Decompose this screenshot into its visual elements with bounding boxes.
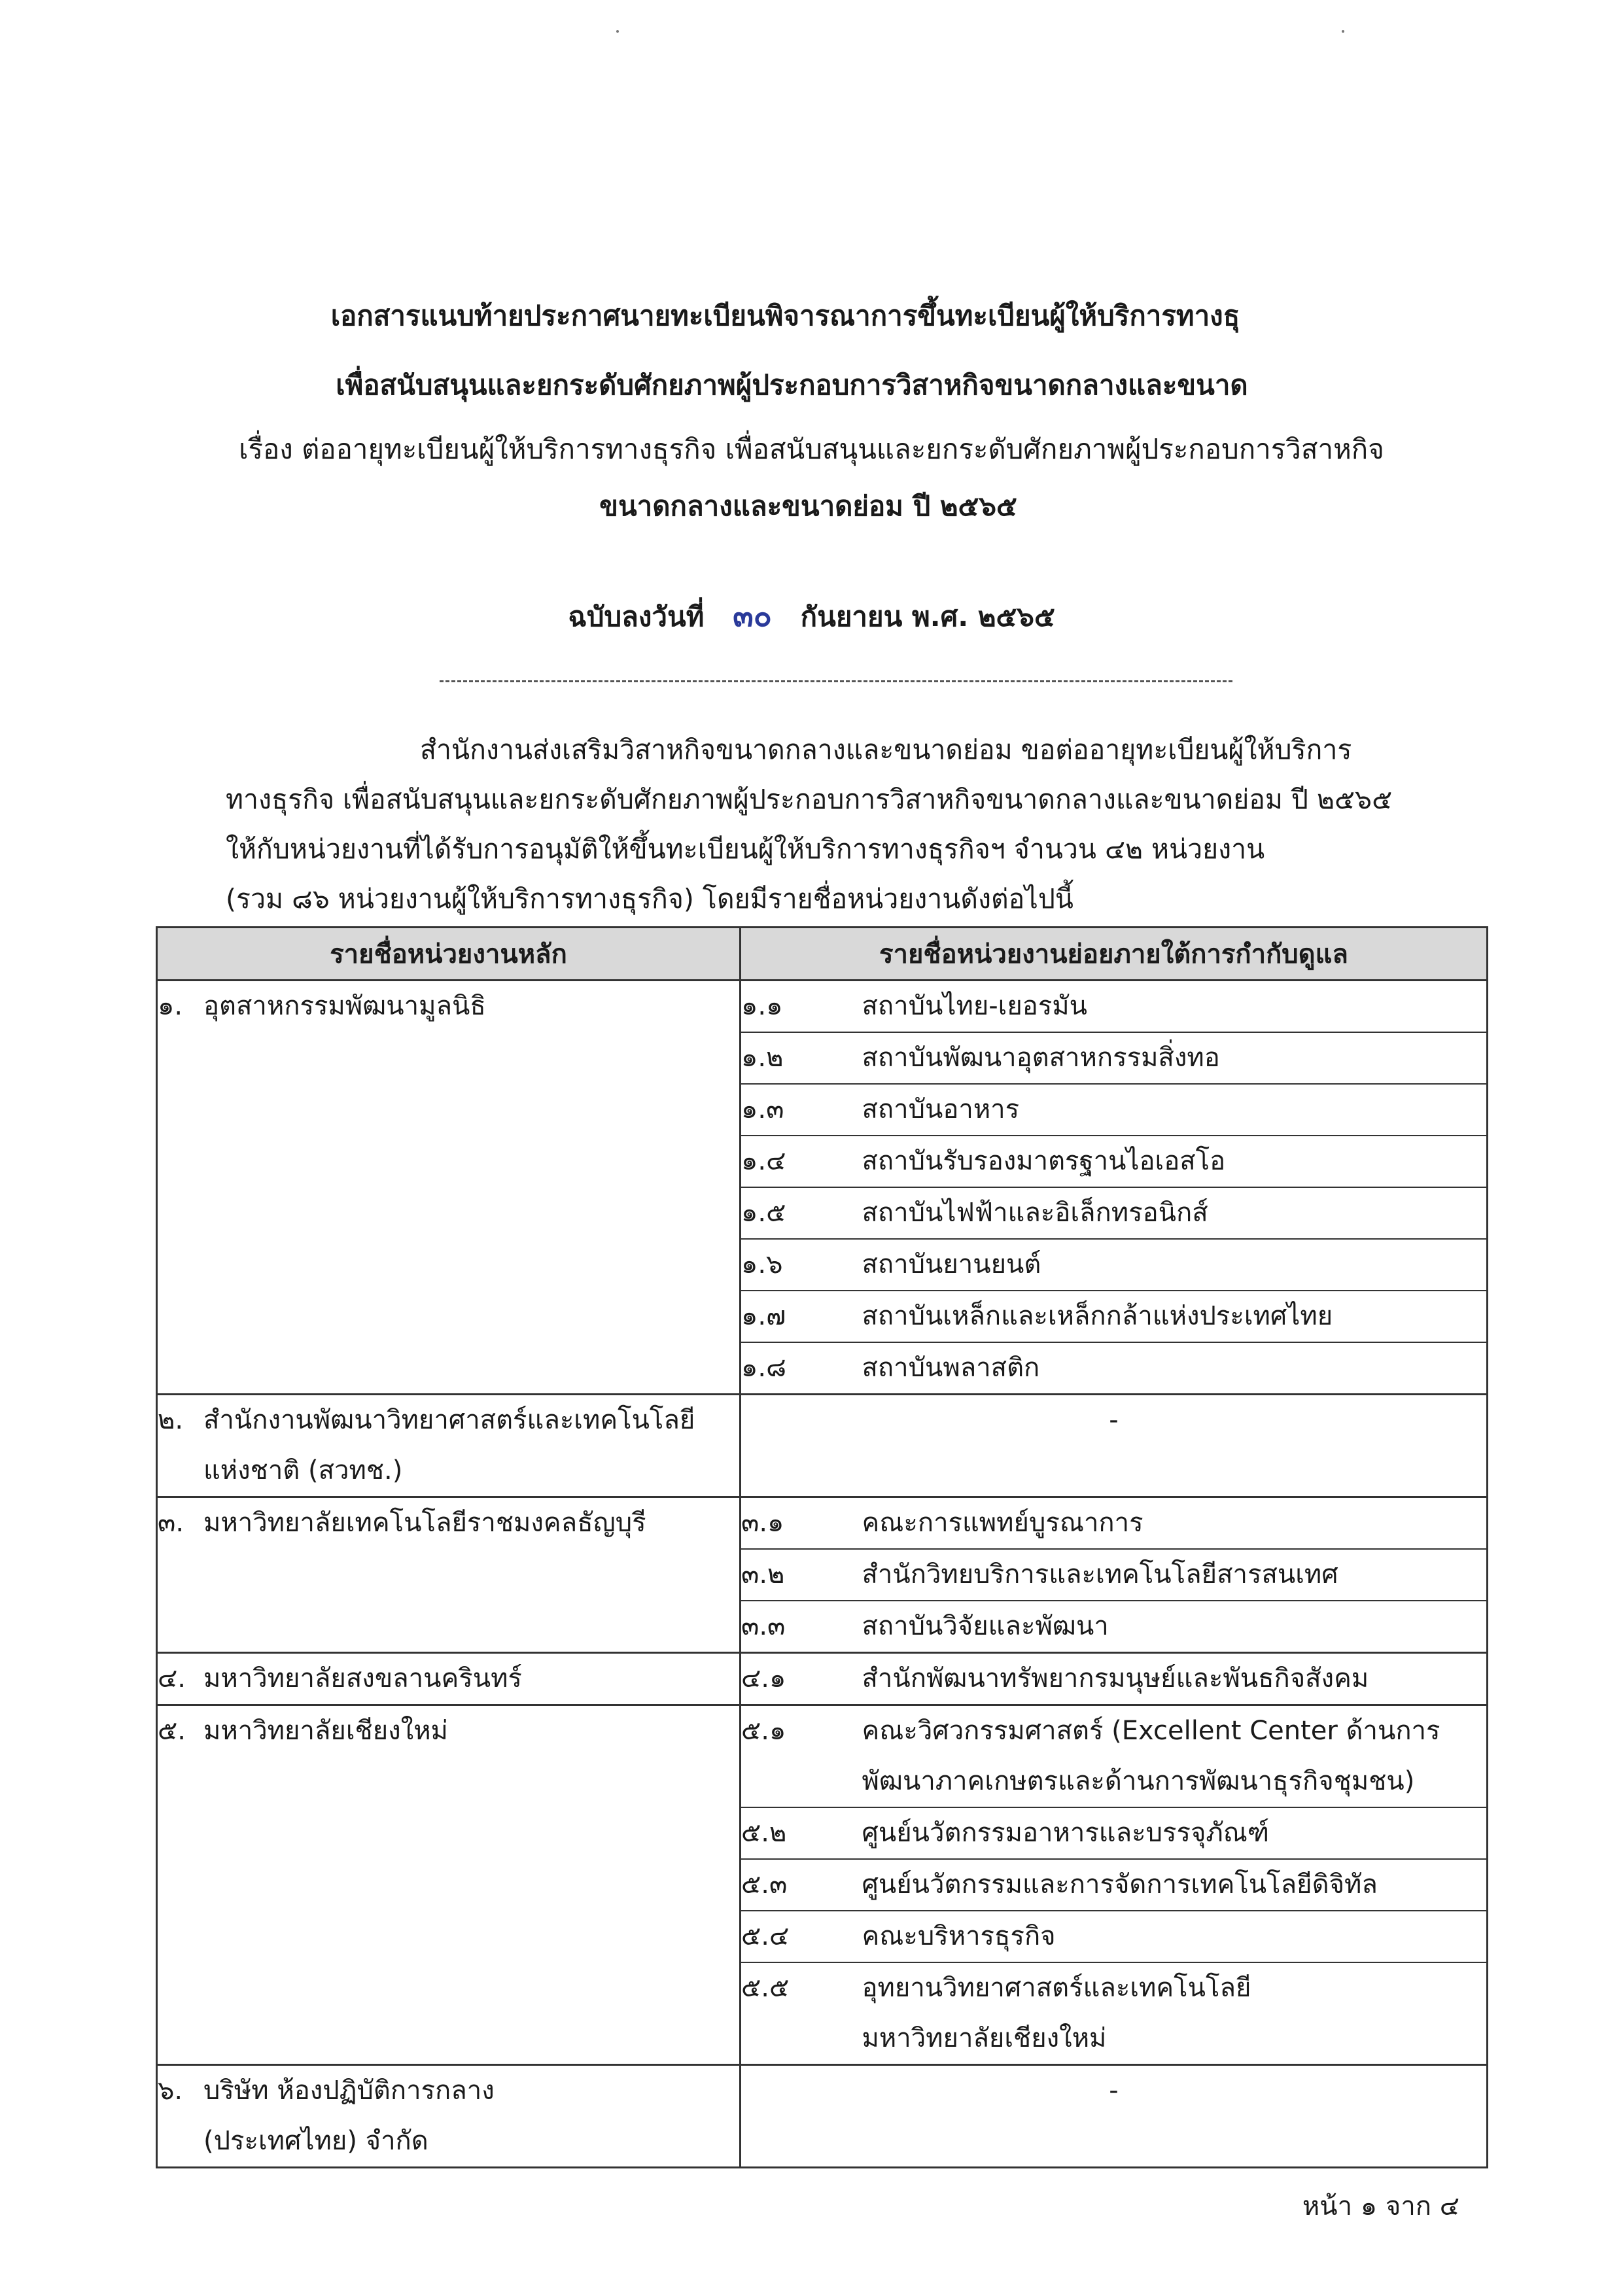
sub-unit-code: ๕.๔ xyxy=(741,1911,862,1962)
intro-line-2: ทางธุรกิจ เพื่อสนับสนุนและยกระดับศักยภาพผู้ประกอบการวิสาหกิจขนาดกลางและขนาดย่อม ปี ๒๕๖๕ xyxy=(226,784,1393,815)
table-row xyxy=(157,1497,1488,1550)
sub-unit-code: ๕.๕ xyxy=(741,1962,862,2065)
units-table-body xyxy=(157,981,1488,2168)
main-unit-line xyxy=(158,1706,739,1756)
sub-unit-code: ๑.๕ xyxy=(741,1187,862,1239)
main-unit-line xyxy=(158,1395,739,1446)
date-prefix: ฉบับลงวันที่ xyxy=(568,600,705,633)
sub-unit-code: ๓.๑ xyxy=(741,1497,862,1550)
sub-unit-name: สถาบันอาหาร xyxy=(862,1094,1020,1124)
sub-unit-name: สถาบันรับรองมาตรฐานไอเอสโอ xyxy=(862,1146,1226,1176)
sub-unit-name-cell xyxy=(862,1342,1488,1395)
sub-unit-name-cell xyxy=(862,1084,1488,1136)
sub-unit-code: ๑.๒ xyxy=(741,1032,862,1084)
column-header-sub: รายชื่อหน่วยงานย่อยภายใต้การกำกับดูแล xyxy=(741,928,1488,981)
main-unit-number: ๔. xyxy=(158,1663,186,1694)
scan-speck xyxy=(616,30,619,33)
table-header-row xyxy=(157,928,1488,981)
sub-unit-name-cell xyxy=(862,1859,1488,1911)
main-unit-number: ๑. xyxy=(158,991,183,1021)
sub-unit-name: สถาบันเหล็กและเหล็กกล้าแห่งประเทศไทย xyxy=(862,1301,1333,1331)
table-row xyxy=(157,1705,1488,1808)
sub-unit-name: อุทยานวิทยาศาสตร์และเทคโนโลยี xyxy=(862,1973,1251,2003)
no-sub-units: - xyxy=(741,1395,1488,1497)
table-row xyxy=(157,1653,1488,1705)
sub-unit-code: ๑.๖ xyxy=(741,1239,862,1291)
main-unit-name: แห่งชาติ (สวทช.) xyxy=(203,1455,403,1486)
main-unit-cell xyxy=(157,981,741,1395)
separator-dashed-line xyxy=(440,680,1232,682)
table-row xyxy=(157,2065,1488,2168)
sub-unit-name: คณะวิศวกรรมศาสตร์ (Excellent Center ด้านการ xyxy=(862,1716,1440,1746)
sub-unit-name: มหาวิทยาลัยเชียงใหม่ xyxy=(862,2023,1107,2053)
main-unit-number: ๒. xyxy=(158,1405,184,1435)
sub-unit-name-cell xyxy=(862,1136,1488,1187)
sub-unit-name: สถาบันพัฒนาอุตสาหกรรมสิ่งทอ xyxy=(862,1043,1220,1073)
sub-unit-code: ๑.๓ xyxy=(741,1084,862,1136)
sub-unit-name-cell xyxy=(862,1291,1488,1342)
main-unit-number: ๕. xyxy=(158,1716,186,1746)
sub-unit-name-cell xyxy=(862,1705,1488,1808)
sub-unit-name: สถาบันไทย-เยอรมัน xyxy=(862,991,1088,1021)
date-day-handwritten: ๓๐ xyxy=(733,598,772,633)
sub-unit-name-cell xyxy=(862,1187,1488,1239)
sub-unit-name-cell xyxy=(862,1497,1488,1550)
sub-unit-code: ๕.๒ xyxy=(741,1807,862,1859)
sub-unit-name: ศูนย์นวัตกรรมและการจัดการเทคโนโลยีดิจิทัล xyxy=(862,1870,1378,1900)
header-subject-line-2: ขนาดกลางและขนาดย่อม ปี ๒๕๖๕ xyxy=(599,490,1017,522)
main-unit-line xyxy=(158,1498,739,1548)
sub-unit-code: ๑.๑ xyxy=(741,981,862,1033)
main-unit-name: มหาวิทยาลัยสงขลานครินทร์ xyxy=(203,1663,522,1694)
table-row xyxy=(157,1395,1488,1497)
sub-unit-name: สถาบันพลาสติก xyxy=(862,1353,1040,1383)
column-header-main: รายชื่อหน่วยงานหลัก xyxy=(157,928,741,981)
sub-unit-code: ๑.๔ xyxy=(741,1136,862,1187)
main-unit-line xyxy=(158,1654,739,1704)
table-row xyxy=(157,981,1488,1033)
header-subject-line: เรื่อง ต่ออายุทะเบียนผู้ให้บริการทางธุรกิจ เพื่อสนับสนุนและยกระดับศักยภาพผู้ประกอบการวิสาหกิจ xyxy=(239,433,1384,465)
sub-unit-name-cell xyxy=(862,1807,1488,1859)
main-unit-cell xyxy=(157,2065,741,2168)
main-unit-cell xyxy=(157,1653,741,1705)
header-line-2: เพื่อสนับสนุนและยกระดับศักยภาพผู้ประกอบการวิสาหกิจขนาดกลางและขนาด xyxy=(336,369,1248,401)
sub-unit-code: ๑.๘ xyxy=(741,1342,862,1395)
sub-unit-name: สถาบันวิจัยและพัฒนา xyxy=(862,1611,1109,1641)
main-unit-line xyxy=(158,981,739,1032)
sub-unit-code: ๓.๓ xyxy=(741,1601,862,1653)
sub-unit-name-cell xyxy=(862,1601,1488,1653)
date-suffix: กันยายน พ.ศ. ๒๕๖๕ xyxy=(800,600,1055,633)
main-unit-cell xyxy=(157,1395,741,1497)
units-table xyxy=(156,926,1488,2168)
header-line-1: เอกสารแนบท้ายประกาศนายทะเบียนพิจารณาการขึ้นทะเบียนผู้ให้บริการทางธุ xyxy=(330,300,1240,332)
main-unit-number: ๓. xyxy=(158,1508,184,1538)
main-unit-number: ๖. xyxy=(158,2076,183,2106)
intro-line-3: ให้กับหน่วยงานที่ได้รับการอนุมัติให้ขึ้นทะเบียนผู้ให้บริการทางธุรกิจฯ จำนวน ๔๒ หน่วยงาน xyxy=(226,833,1265,865)
main-unit-name: บริษัท ห้องปฏิบัติการกลาง xyxy=(203,2076,495,2106)
intro-line-1: สำนักงานส่งเสริมวิสาหกิจขนาดกลางและขนาดย่อม ขอต่ออายุทะเบียนผู้ให้บริการ xyxy=(420,734,1352,765)
sub-unit-code: ๕.๓ xyxy=(741,1859,862,1911)
main-unit-name: สำนักงานพัฒนาวิทยาศาสตร์และเทคโนโลยี xyxy=(203,1405,695,1435)
main-unit-line xyxy=(158,2066,739,2116)
main-unit-name: (ประเทศไทย) จำกัด xyxy=(203,2126,428,2156)
scan-speck xyxy=(1342,30,1344,33)
sub-unit-name: สถาบันไฟฟ้าและอิเล็กทรอนิกส์ xyxy=(862,1198,1208,1228)
no-sub-units: - xyxy=(741,2065,1488,2168)
sub-unit-name: พัฒนาภาคเกษตรและด้านการพัฒนาธุรกิจชุมชน) xyxy=(862,1766,1415,1796)
sub-unit-code: ๓.๒ xyxy=(741,1549,862,1601)
main-unit-cell xyxy=(157,1705,741,2065)
sub-unit-name: สำนักพัฒนาทรัพยากรมนุษย์และพันธกิจสังคม xyxy=(862,1663,1369,1694)
sub-unit-code: ๕.๑ xyxy=(741,1705,862,1808)
sub-unit-code: ๔.๑ xyxy=(741,1653,862,1705)
sub-unit-name-cell xyxy=(862,1549,1488,1601)
main-unit-cell xyxy=(157,1497,741,1653)
sub-unit-name-cell xyxy=(862,1962,1488,2065)
main-unit-name: มหาวิทยาลัยเชียงใหม่ xyxy=(203,1716,448,1746)
issue-date-line xyxy=(0,597,1623,636)
sub-unit-name: คณะการแพทย์บูรณาการ xyxy=(862,1508,1143,1538)
page-number: หน้า ๑ จาก ๔ xyxy=(1302,2191,1459,2221)
main-unit-name: มหาวิทยาลัยเทคโนโลยีราชมงคลธัญบุรี xyxy=(203,1508,646,1538)
sub-unit-name: ศูนย์นวัตกรรมอาหารและบรรจุภัณฑ์ xyxy=(862,1818,1270,1848)
sub-unit-name-cell xyxy=(862,1911,1488,1962)
sub-unit-name-cell xyxy=(862,1653,1488,1705)
sub-unit-name: สถาบันยานยนต์ xyxy=(862,1249,1041,1279)
main-unit-name: อุตสาหกรรมพัฒนามูลนิธิ xyxy=(203,991,486,1021)
sub-unit-name-cell xyxy=(862,1239,1488,1291)
sub-unit-code: ๑.๗ xyxy=(741,1291,862,1342)
sub-unit-name: สำนักวิทยบริการและเทคโนโลยีสารสนเทศ xyxy=(862,1559,1338,1590)
sub-unit-name-cell xyxy=(862,1032,1488,1084)
sub-unit-name: คณะบริหารธุรกิจ xyxy=(862,1921,1056,1951)
sub-unit-name-cell xyxy=(862,981,1488,1033)
intro-line-4: (รวม ๘๖ หน่วยงานผู้ให้บริการทางธุรกิจ) โดยมีรายชื่อหน่วยงานดังต่อไปนี้ xyxy=(226,883,1073,914)
